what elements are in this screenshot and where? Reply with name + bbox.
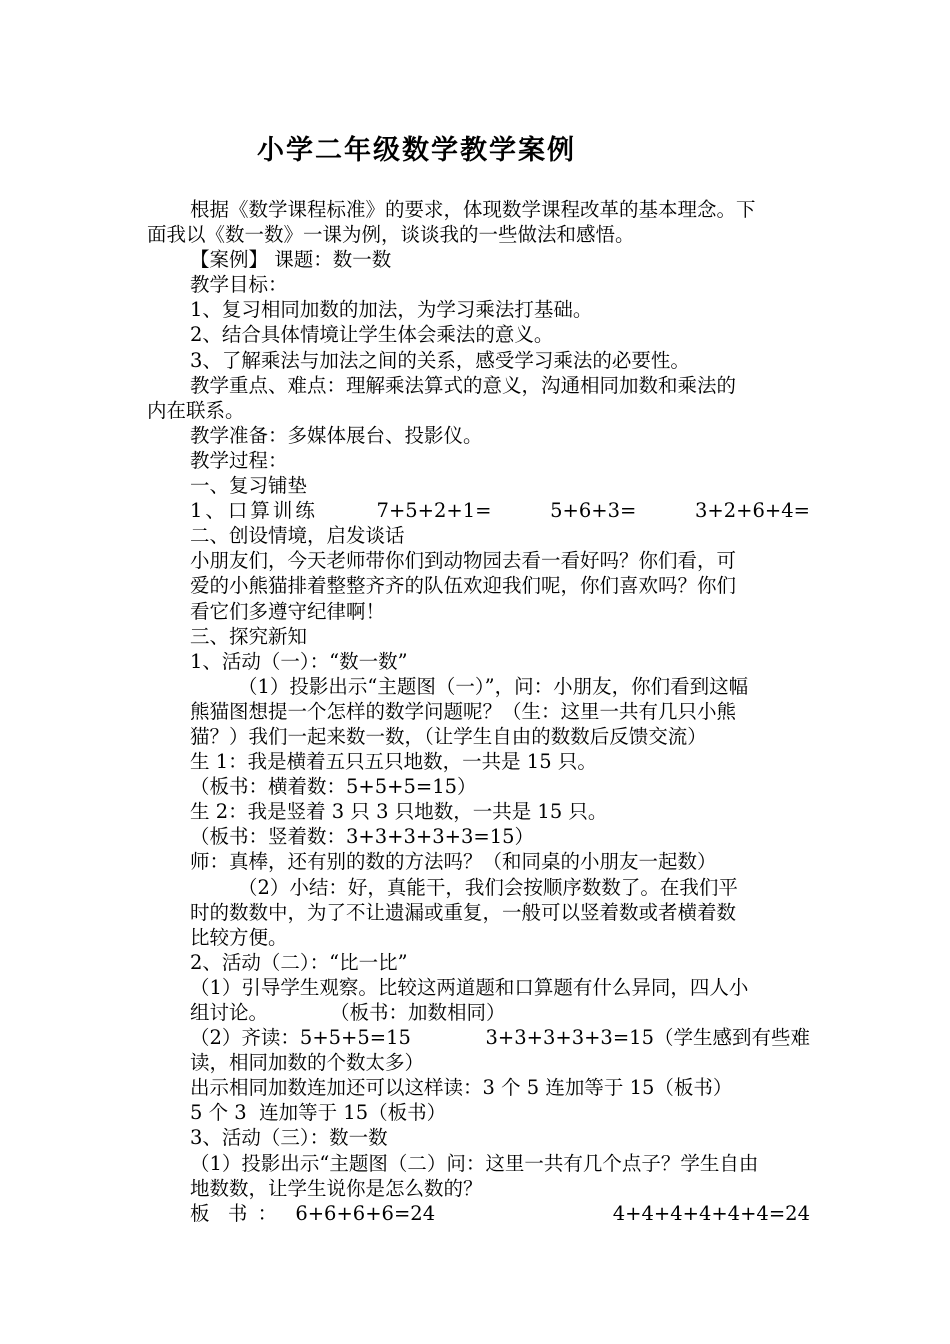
activity-2-line-5: 5 个 3 连加等于 15（板书） bbox=[190, 1101, 447, 1125]
scene-line-2: 爱的小熊猫排着整整齐齐的队伍欢迎我们呢，你们喜欢吗？你们 bbox=[190, 574, 737, 598]
recite-row bbox=[190, 1025, 810, 1050]
activity-1-line-8: 师：真棒，还有别的数的方法吗？（和同桌的小朋友一起数） bbox=[190, 850, 717, 874]
activity-3-line-2: 地数数，让学生说你是怎么数的？ bbox=[190, 1176, 483, 1200]
summary-line-2: 时的数数中，为了不让遗漏或重复，一般可以竖着数或者横着数 bbox=[190, 900, 737, 924]
activity-1-line-6: 生 2：我是竖着 3 只 3 只地数，一共是 15 只。 bbox=[190, 800, 608, 824]
case-line: 【案例】 课题：数一数 bbox=[190, 248, 392, 272]
key-points-line-1: 教学重点、难点：理解乘法算式的意义，沟通相同加数和乘法的 bbox=[190, 373, 737, 397]
summary-line-1: （2）小结：好，真能干，我们会按顺序数数了。在我们平 bbox=[238, 875, 738, 899]
board-right: 4+4+4+4+4+4=24 bbox=[612, 1201, 810, 1225]
activity-2-line-1: （1）引导学生观察。比较这两道题和口算题有什么异同，四人小 bbox=[190, 975, 749, 999]
section-1-heading: 一、复习铺垫 bbox=[190, 474, 308, 498]
activity-3-line-1: （1）投影出示“主题图（二）问：这里一共有几个点子？学生自由 bbox=[190, 1151, 759, 1175]
recite-left: （2）齐读：5+5+5=15 bbox=[190, 1026, 411, 1050]
intro-line-2: 面我以《数一数》一课为例，谈谈我的一些做法和感悟。 bbox=[147, 223, 635, 247]
board-row bbox=[190, 1201, 810, 1226]
scene-line-3: 看它们多遵守纪律啊！ bbox=[190, 599, 386, 623]
goal-3: 3、了解乘法与加法之间的关系，感受学习乘法的必要性。 bbox=[190, 348, 690, 372]
activity-1-heading: 1、活动（一）：“数一数” bbox=[190, 649, 408, 673]
board-left-group bbox=[190, 1201, 435, 1226]
activity-1-line-1: （1）投影出示“主题图（一）”，问：小朋友，你们看到这幅 bbox=[238, 674, 749, 698]
section-3-heading: 三、探究新知 bbox=[190, 624, 308, 648]
goal-1: 1、复习相同加数的加法，为学习乘法打基础。 bbox=[190, 298, 593, 322]
board-left: 6+6+6+6=24 bbox=[295, 1201, 436, 1225]
activity-1-line-4: 生 1：我是横着五只五只地数，一共是 15 只。 bbox=[190, 750, 597, 774]
scene-line-1: 小朋友们，今天老师带你们到动物园去看一看好吗？你们看，可 bbox=[190, 549, 737, 573]
page-title: 小学二年级数学教学案例 bbox=[257, 135, 576, 166]
activity-2-line-4: 出示相同加数连加还可以这样读：3 个 5 连加等于 15（板书） bbox=[190, 1076, 733, 1100]
summary-line-3: 比较方便。 bbox=[190, 925, 288, 949]
preparation: 教学准备：多媒体展台、投影仪。 bbox=[190, 423, 483, 447]
activity-2-line-3: 读，相同加数的个数太多） bbox=[190, 1051, 425, 1075]
oral-item-2: 5+6+3= bbox=[550, 499, 637, 523]
activity-1-line-2: 熊猫图想提一个怎样的数学问题呢？（生：这里一共有几只小熊 bbox=[190, 699, 737, 723]
activity-3-heading: 3、活动（三）：数一数 bbox=[190, 1126, 388, 1150]
intro-line-1: 根据《数学课程标准》的要求，体现数学课程改革的基本理念。下 bbox=[190, 198, 756, 221]
activity-1-line-3: 猫？）我们一起来数一数，（让学生自由的数数后反馈交流） bbox=[190, 724, 707, 748]
goal-2: 2、结合具体情境让学生体会乘法的意义。 bbox=[190, 323, 554, 347]
activity-1-line-7: （板书：竖着数：3+3+3+3+3=15） bbox=[190, 825, 535, 849]
oral-training-label: 1、口算训练 bbox=[190, 499, 318, 523]
board-label: 板 书 ： bbox=[190, 1201, 280, 1225]
goals-heading: 教学目标： bbox=[190, 273, 288, 297]
key-points-line-2: 内在联系。 bbox=[147, 398, 245, 422]
oral-training-row bbox=[190, 498, 810, 523]
activity-1-line-5: （板书：横着数：5+5+5=15） bbox=[190, 775, 477, 799]
section-2-heading: 二、创设情境，启发谈话 bbox=[190, 524, 405, 548]
oral-item-3: 3+2+6+4= bbox=[694, 499, 810, 523]
recite-right: 3+3+3+3+3=15（学生感到有些难 bbox=[485, 1026, 810, 1050]
activity-2-line-2: 组讨论。 （板书：加数相同） bbox=[190, 1001, 506, 1024]
oral-item-1: 7+5+2+1= bbox=[376, 499, 492, 523]
document-body bbox=[147, 197, 810, 1226]
process-heading: 教学过程： bbox=[190, 448, 288, 472]
activity-2-heading: 2、活动（二）：“比一比” bbox=[190, 950, 408, 974]
